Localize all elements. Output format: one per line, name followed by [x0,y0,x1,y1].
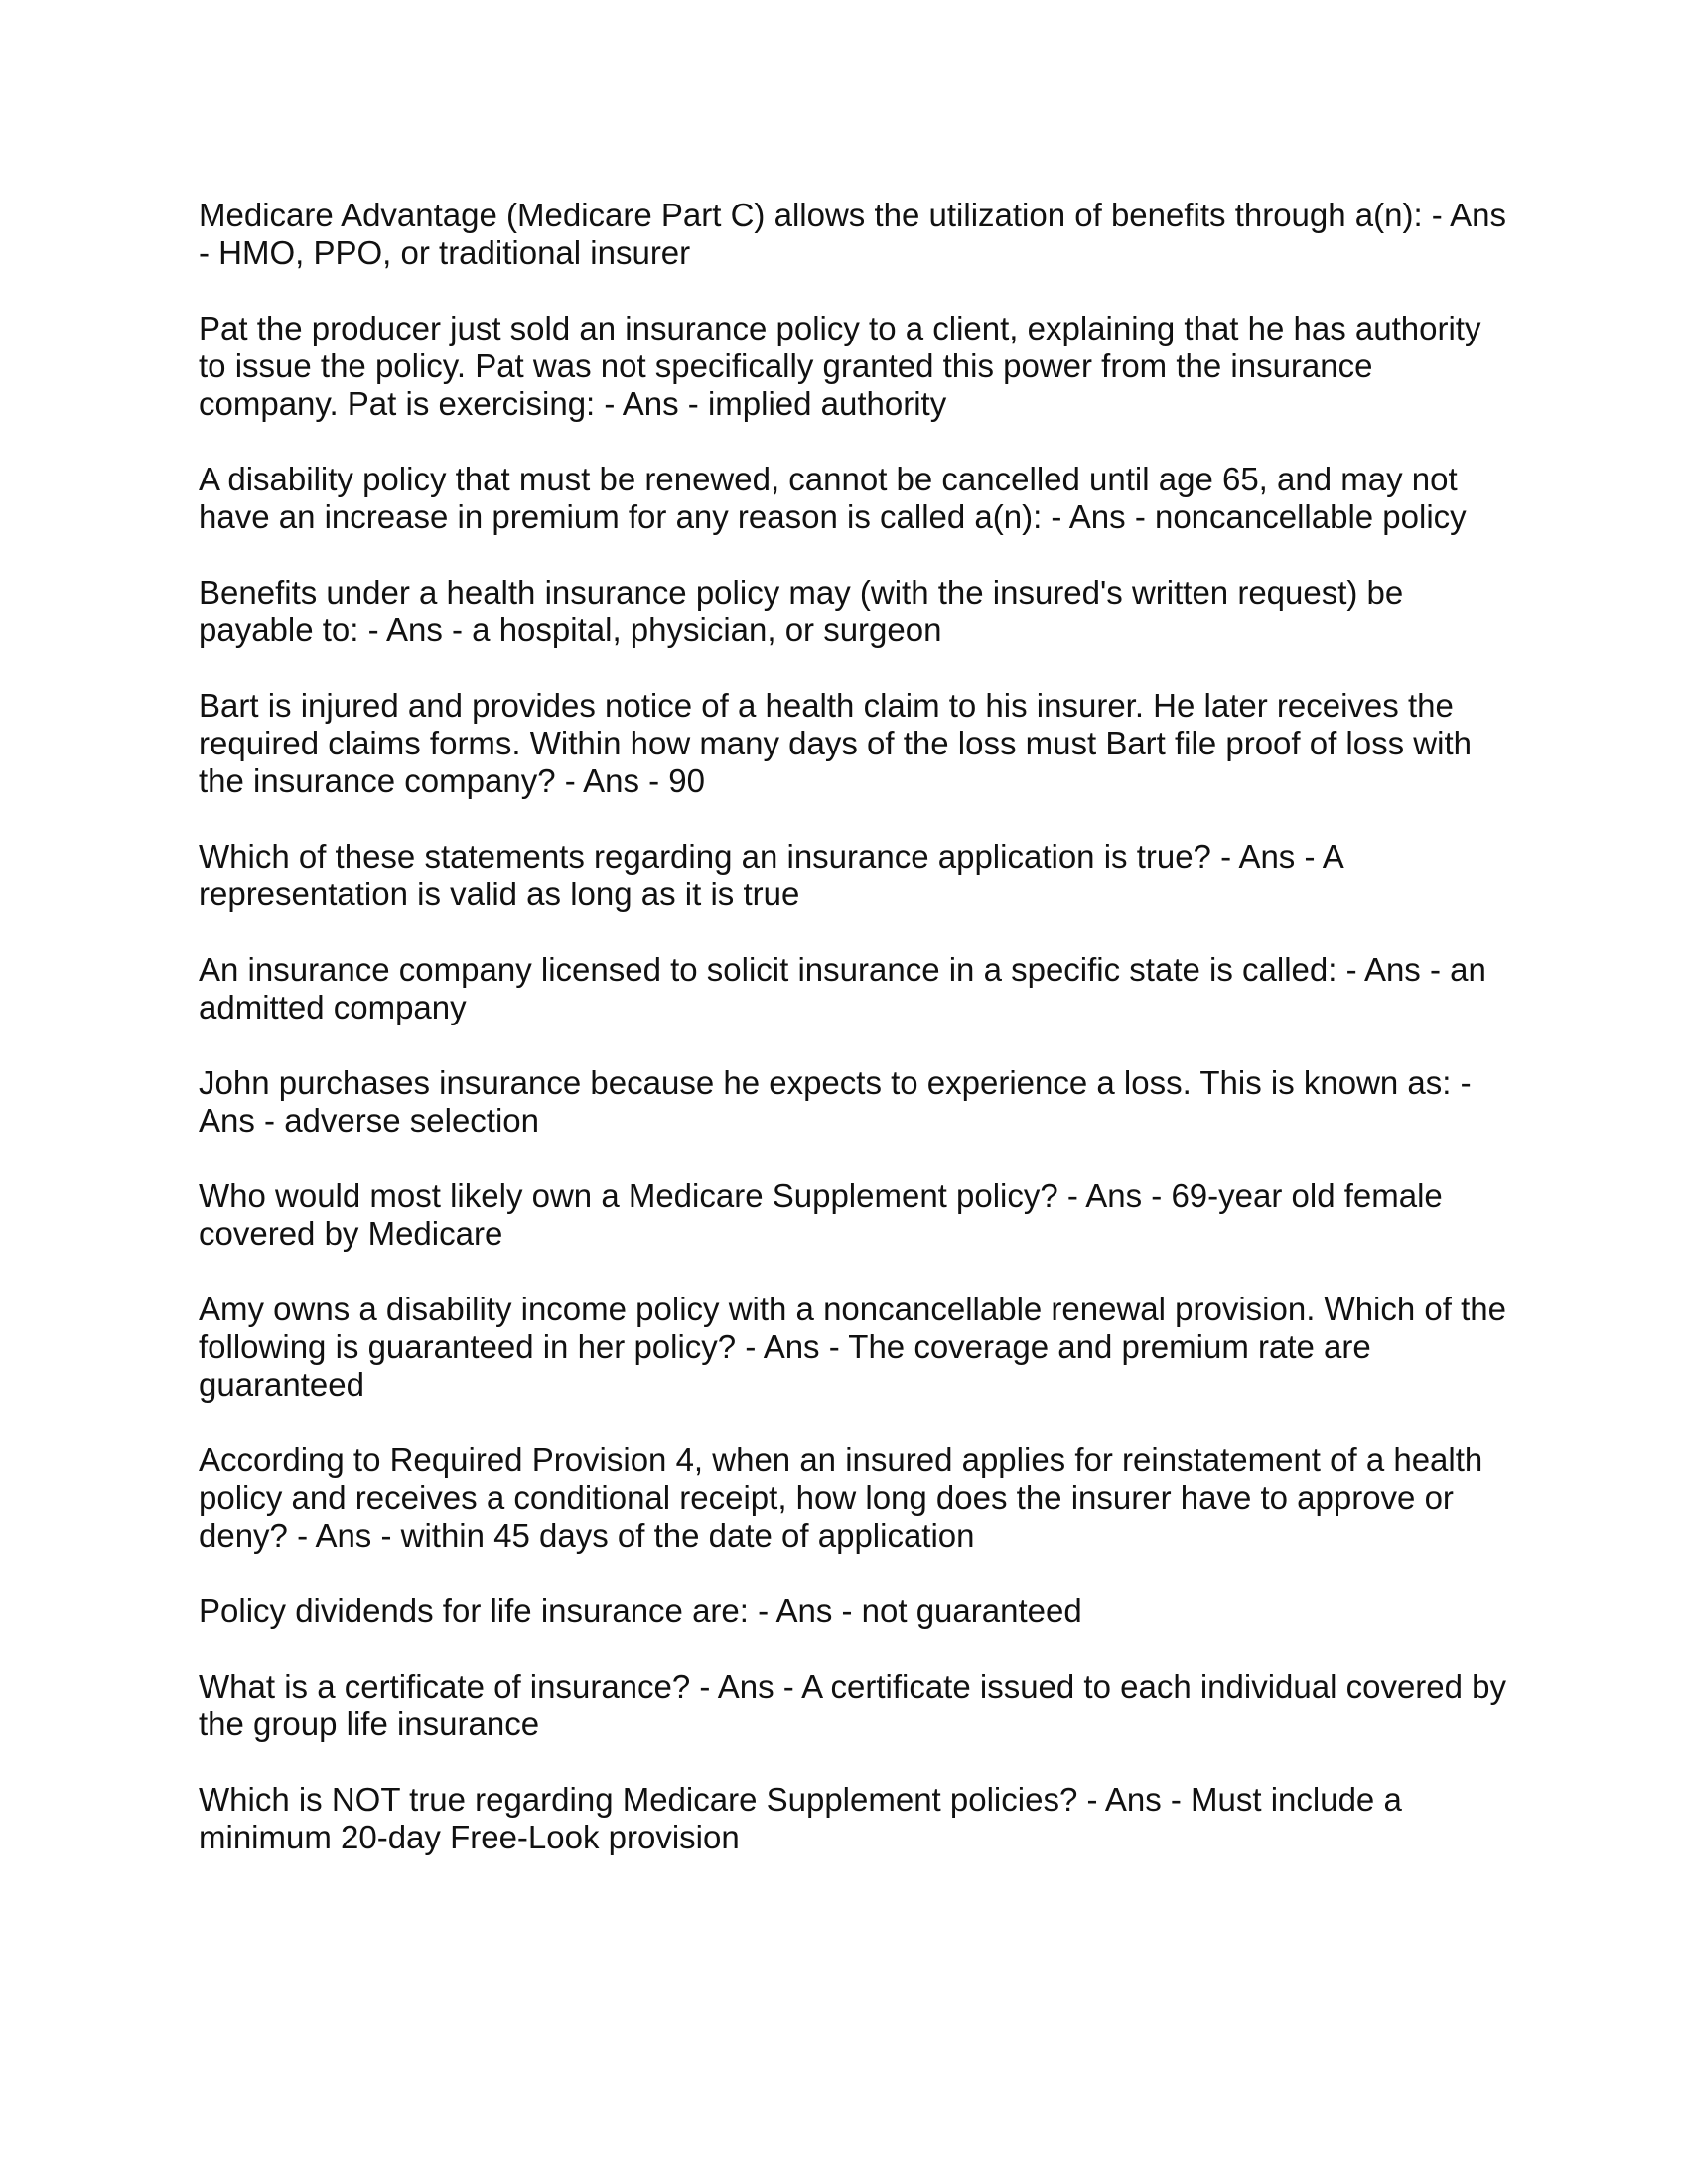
qa-item-1 [199,197,1509,272]
answer-text: Ans - a hospital, physician, or surgeon [385,612,942,648]
answer-text: Ans - HMO, PPO, or traditional insurer [199,197,1507,271]
qa-item-10 [199,1291,1509,1404]
qa-item-3 [199,461,1509,536]
qa-item-5 [199,687,1509,800]
answer-text: Ans - 69-year old female covered by Medicare [199,1177,1443,1252]
answer-text: Ans - an admitted company [199,951,1486,1025]
question-text: Benefits under a health insurance policy may (with the insured's written request) be payable to: - [199,574,1404,648]
answer-text: Ans - Must include a minimum 20-day Free-Look provision [199,1781,1402,1855]
question-text: Policy dividends for life insurance are: - [199,1592,770,1629]
question-text: Who would most likely own a Medicare Supplement policy? - [199,1177,1078,1214]
qa-item-13 [199,1668,1509,1743]
qa-item-14 [199,1781,1509,1856]
question-text: Medicare Advantage (Medicare Part C) allows the utilization of benefits through a(n): - [199,197,1443,233]
answer-text: Ans - within 45 days of the date of application [315,1517,975,1554]
question-text: Pat the producer just sold an insurance policy to a client, explaining that he has authority to issue the policy. Pat was not specifically granted this power from the insurance company. Pat is exercising: - [199,310,1481,422]
question-text: An insurance company licensed to solicit insurance in a specific state is called: - [199,951,1357,988]
question-text: Which of these statements regarding an insurance application is true? - [199,838,1232,875]
qa-item-11 [199,1441,1509,1555]
qa-item-4 [199,574,1509,649]
question-text: According to Required Provision 4, when an insured applies for reinstatement of a health policy and receives a conditional receipt, how long does the insurer have to approve or deny? - [199,1441,1483,1554]
document-page [199,197,1509,1894]
answer-text: Ans - noncancellable policy [1068,498,1467,535]
answer-text: Ans - A certificate issued to each individual covered by the group life insurance [199,1668,1507,1742]
answer-text: Ans - not guaranteed [775,1592,1082,1629]
answer-text: Ans - implied authority [622,385,947,422]
qa-item-7 [199,951,1509,1026]
answer-text: Ans - A representation is valid as long as it is true [199,838,1342,912]
qa-item-6 [199,838,1509,913]
qa-item-9 [199,1177,1509,1253]
qa-item-8 [199,1064,1509,1140]
question-text: What is a certificate of insurance? - [199,1668,711,1705]
question-text: John purchases insurance because he expects to experience a loss. This is known as: - [199,1064,1472,1101]
qa-item-12 [199,1592,1509,1630]
question-text: A disability policy that must be renewed, cannot be cancelled until age 65, and may not have an increase in premium for any reason is called a(n): - [199,461,1458,535]
question-text: Bart is injured and provides notice of a health claim to his insurer. He later receives the required claims forms. Within how many days of the loss must Bart file proof of loss with the insurance company? - [199,687,1472,799]
answer-text: Ans - The coverage and premium rate are guaranteed [199,1328,1371,1403]
answer-text: Ans - 90 [583,762,705,799]
question-text: Which is NOT true regarding Medicare Supplement policies? - [199,1781,1098,1818]
qa-item-2 [199,310,1509,423]
question-text: Amy owns a disability income policy with a noncancellable renewal provision. Which of the following is guaranteed in her policy? - [199,1291,1506,1365]
answer-text: Ans - adverse selection [199,1102,540,1139]
